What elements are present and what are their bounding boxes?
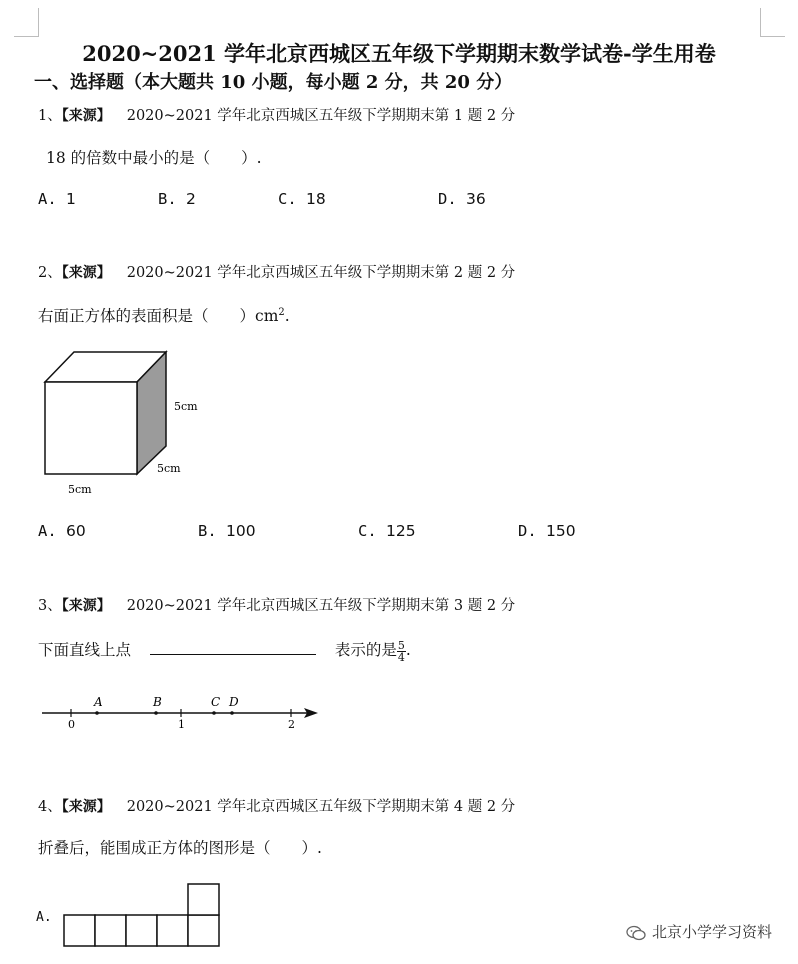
cube-figure [36, 344, 216, 504]
corner-mark-top-left [14, 8, 39, 37]
label-width: 5cm [68, 483, 92, 496]
question-number: 2、 [38, 265, 62, 281]
source-tag: 【来源】 [61, 108, 111, 124]
cube-front-face [45, 382, 137, 474]
q1-option-b[interactable]: B. 2 [158, 190, 196, 208]
q1-option-d[interactable]: D. 36 [438, 190, 486, 208]
net-square [95, 915, 126, 946]
label-depth: 5cm [157, 462, 181, 475]
unit-cm: cm [255, 307, 279, 325]
tick-label-2: 2 [288, 718, 295, 731]
net-square [188, 884, 219, 915]
question-2-header [38, 261, 515, 282]
question-4-header [38, 795, 515, 816]
question-2-stem: 右面正方体的表面积是（ ）$cm^2$. [38, 306, 290, 325]
answer-blank[interactable] [150, 640, 316, 655]
paper-title: 2020~2021 学年北京西城区五年级下学期期末数学试卷-学生用卷 [82, 41, 716, 66]
question-4-stem: 折叠后，能围成正方体的图形是（ ）. [38, 839, 322, 857]
net-square [64, 915, 95, 946]
source-tag: 【来源】 [61, 265, 111, 281]
section-heading: 一、选择题（本大题共 10 小题，每小题 2 分，共 20 分） [34, 72, 513, 93]
source-tag: 【来源】 [61, 598, 111, 614]
q2-option-b[interactable]: B. 100 [198, 522, 256, 540]
net-square [126, 915, 157, 946]
net-square [188, 915, 219, 946]
question-1-stem: 18 的倍数中最小的是（ ）. [46, 149, 262, 167]
source-text: 2020~2021 学年北京西城区五年级下学期期末第 1 题 2 分 [126, 108, 516, 124]
question-3-header [38, 594, 515, 615]
tick-label-0: 0 [68, 718, 75, 731]
point-D [230, 711, 234, 715]
question-number: 3、 [38, 598, 62, 614]
source-text: 2020~2021 学年北京西城区五年级下学期期末第 3 题 2 分 [126, 598, 516, 614]
q2-option-d[interactable]: D. 150 [518, 522, 576, 540]
fraction-five-fourths: $\frac{5}{4}$ [397, 638, 405, 664]
point-C [212, 711, 216, 715]
watermark [626, 921, 772, 942]
question-number: 4、 [38, 799, 62, 815]
watermark-text: 北京小学学习资料 [651, 923, 772, 941]
point-A [95, 711, 99, 715]
q2-option-c[interactable]: C. 125 [358, 522, 416, 540]
source-text: 2020~2021 学年北京西城区五年级下学期期末第 4 题 2 分 [126, 799, 516, 815]
point-label-A: A [94, 695, 103, 709]
point-label-C: C [211, 695, 221, 709]
point-label-D: D [229, 695, 239, 709]
source-text: 2020~2021 学年北京西城区五年级下学期期末第 2 题 2 分 [126, 265, 516, 281]
q1-option-c[interactable]: C. 18 [278, 190, 326, 208]
corner-mark-top-right [760, 8, 785, 37]
question-3-stem: 下面直线上点 表示的是 $\frac{5}{4}$ . [38, 638, 411, 664]
source-tag: 【来源】 [61, 799, 111, 815]
tick-label-1: 1 [178, 718, 185, 731]
point-label-B: B [153, 695, 162, 709]
q2-option-a[interactable]: A. 60 [38, 522, 86, 540]
cube-net-option-a [62, 882, 224, 948]
q1-option-a[interactable]: A. 1 [38, 190, 76, 208]
question-number: 1、 [38, 108, 62, 124]
point-B [154, 711, 158, 715]
q4-option-a[interactable]: A. [36, 910, 52, 925]
number-line [36, 692, 326, 734]
net-square [157, 915, 188, 946]
question-1-header [38, 104, 515, 125]
wechat-icon [626, 925, 646, 941]
label-height: 5cm [174, 400, 198, 413]
